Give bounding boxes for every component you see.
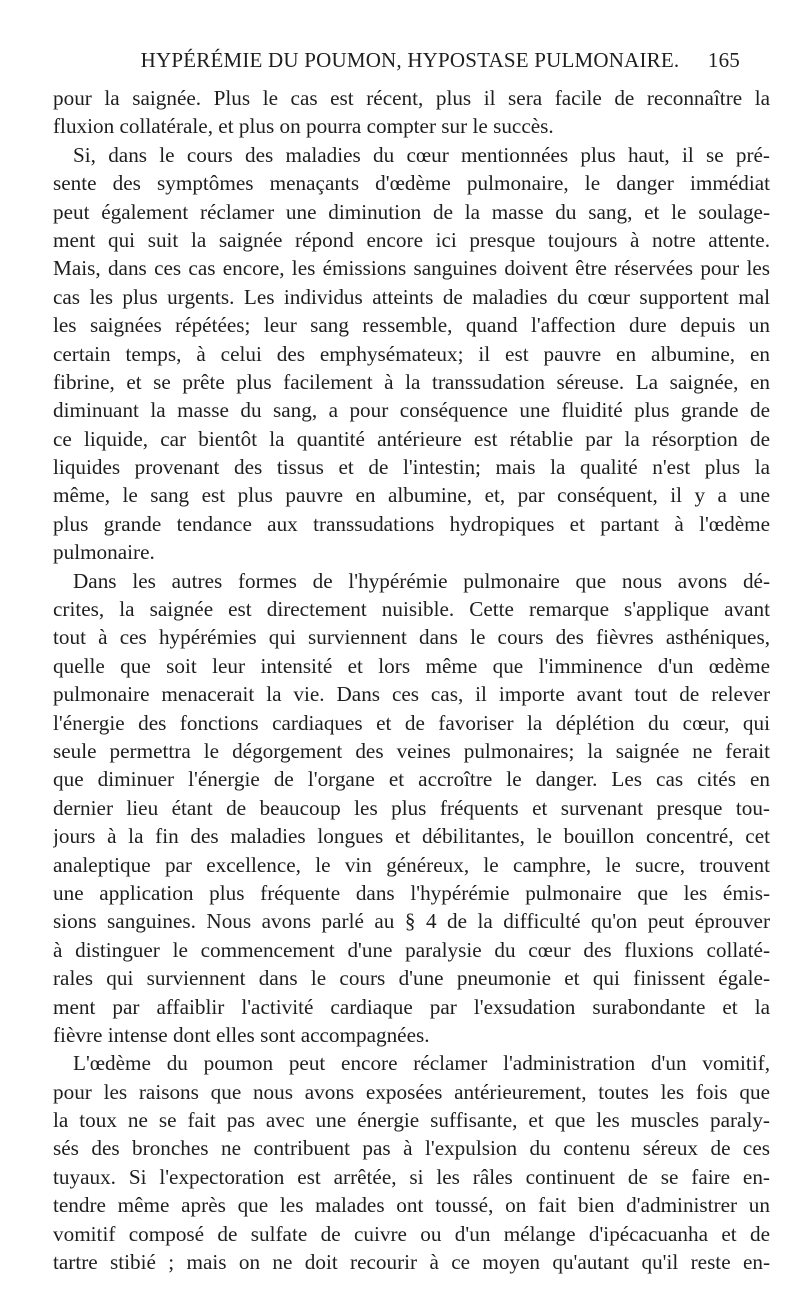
text-line: ment par affaiblir l'activité cardiaque par l'exsudation surabondante et la <box>53 994 770 1019</box>
text-line: la toux ne se fait pas avec une énergie suffisante, et que les muscles paraly- <box>53 1108 770 1133</box>
text-line: Si, dans le cours des maladies du cœur mentionnées plus haut, il se pré- <box>73 142 770 167</box>
text-line: dernier lieu étant de beaucoup les plus fréquents et survenant presque tou- <box>53 795 770 820</box>
text-line: L'œdème du poumon peut encore réclamer l'administration d'un vomitif, <box>73 1051 770 1076</box>
text-line: pour la saignée. Plus le cas est récent, plus il sera facile de reconnaître la <box>53 86 770 110</box>
text-line: rales qui surviennent dans le cours d'une pneumonie et qui finissent égale- <box>53 966 770 991</box>
text-line: diminuant la masse du sang, a pour conséquence une fluidité plus grande de <box>53 398 770 423</box>
text-line: vomitif composé de sulfate de cuivre ou d'un mélange d'ipécacuanha et de <box>53 1221 770 1246</box>
text-line: l'énergie des fonctions cardiaques et de favoriser la déplétion du cœur, qui <box>53 710 770 735</box>
text-line: seule permettra le dégorgement des veines pulmonaires; la saignée ne ferait <box>53 738 770 763</box>
text-line: tartre stibié ; mais on ne doit recourir à ce moyen qu'autant qu'il reste en- <box>53 1250 770 1275</box>
page-header <box>60 48 760 78</box>
text-line: pulmonaire menacerait la vie. Dans ces cas, il importe avant tout de relever <box>53 682 770 707</box>
text-line: fluxion collatérale, et plus on pourra compter sur le succès. <box>53 114 554 139</box>
text-line: ment qui suit la saignée répond encore ici presque toujours à notre attente. <box>53 227 770 252</box>
page-number: 165 <box>707 48 740 72</box>
text-line: fièvre intense dont elles sont accompagnées. <box>53 1022 430 1047</box>
text-line: plus grande tendance aux transsudations hydropiques et partant à l'œdème <box>53 511 770 536</box>
text-line: tendre même après que les malades ont toussé, on fait bien d'administrer un <box>53 1193 770 1218</box>
text-line: quelle que soit leur intensité et lors même que l'imminence d'un œdème <box>53 653 770 678</box>
text-line: pour les raisons que nous avons exposées antérieurement, toutes les fois que <box>53 1079 770 1104</box>
text-line: Mais, dans ces cas encore, les émissions sanguines doivent être réservées pour les <box>53 256 770 281</box>
text-line: tout à ces hypérémies qui surviennent dans le cours des fièvres asthéniques, <box>53 625 770 650</box>
text-line: ce liquide, car bientôt la quantité antérieure est rétablie par la résorption de <box>53 426 770 451</box>
text-line: liquides provenant des tissus et de l'intestin; mais la qualité n'est plus la <box>53 455 770 480</box>
text-line: jours à la fin des maladies longues et débilitantes, le bouillon concentré, cet <box>53 824 770 849</box>
text-line: une application plus fréquente dans l'hypérémie pulmonaire que les émis- <box>53 880 770 905</box>
text-line: les saignées répétées; leur sang ressemble, quand l'affection dure depuis un <box>53 313 770 338</box>
text-line: tuyaux. Si l'expectoration est arrêtée, si les râles continuent de se faire en- <box>53 1164 770 1189</box>
text-line: analeptique par excellence, le vin généreux, le camphre, le sucre, trouvent <box>53 852 770 877</box>
text-line: peut également réclamer une diminution de la masse du sang, et le soulage- <box>53 199 770 224</box>
text-line: crites, la saignée est directement nuisible. Cette remarque s'applique avant <box>53 597 770 622</box>
text-line: pulmonaire. <box>53 540 155 565</box>
text-line: sions sanguines. Nous avons parlé au § 4 de la difficulté qu'on peut éprouver <box>53 909 770 934</box>
text-line: sente des symptômes menaçants d'œdème pulmonaire, le danger immédiat <box>53 171 770 196</box>
text-line: à distinguer le commencement d'une paralysie du cœur des fluxions collaté- <box>53 937 770 962</box>
text-line: Dans les autres formes de l'hypérémie pulmonaire que nous avons dé- <box>73 568 770 593</box>
text-line: fibrine, et se prête plus facilement à la transsudation séreuse. La saignée, en <box>53 369 770 394</box>
body-text <box>53 84 770 1276</box>
text-line: que diminuer l'énergie de l'organe et accroître le danger. Les cas cités en <box>53 767 770 792</box>
text-line: même, le sang est plus pauvre en albumine, et, par conséquent, il y a une <box>53 483 770 508</box>
text-line: certain temps, à celui des emphysémateux; il est pauvre en albumine, en <box>53 341 770 366</box>
text-line: cas les plus urgents. Les individus atteints de maladies du cœur supportent mal <box>53 284 770 309</box>
text-line: sés des bronches ne contribuent pas à l'expulsion du contenu séreux de ces <box>53 1136 770 1161</box>
running-title: HYPÉRÉMIE DU POUMON, HYPOSTASE PULMONAIRE. <box>140 48 680 72</box>
